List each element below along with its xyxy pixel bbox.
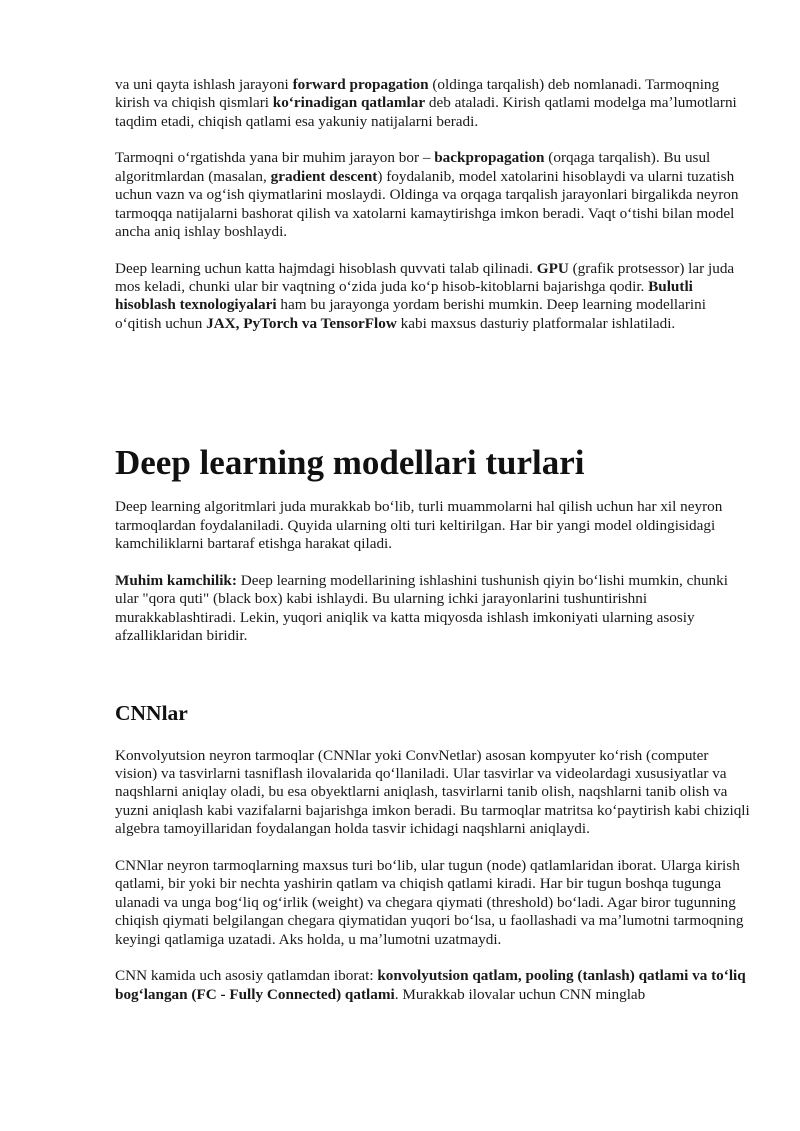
intro-paragraph-backpropagation [115,149,750,241]
spacer [115,726,750,747]
bold-term: Bulutli hisoblash texnologiyalari [115,278,693,314]
spacer [115,351,750,443]
text-run: deb ataladi. Kirish qatlami modelga maʼlumotlarni taqdim etadi, chiqish qatlami esa yakuniy natijalarni beradi. [115,94,737,130]
text-run: Konvolyutsion neyron tarmoqlar (CNNlar yoki ConvNetlar) asosan kompyuter koʻrish (computer vision) va tasvirlarni tasniflash ilovalarida qoʻllaniladi. Ular tasvirlar va videolardagi xususiyatlar va naqshlarni aniqlay oladi, bu esa obyektlarni aniqlash, tasvirlarni tanib olish, naqshlarni tanib olish va yuzni aniqlash kabi vazifalarni bajarishga imkon beradi. Bu tarmoqlar matritsa koʻpaytirish kabi chiziqli algebra tamoyillaridan foydalangan holda tasvir ichidagi naqshlarni aniqlaydi. [115,746,750,838]
text-run: (grafik protsessor) lar juda mos keladi, chunki ular bir vaqtning oʻzida juda koʻp hisob-kitoblarni bajarishga qodir. [115,259,735,296]
text-run: (oldinga tarqalish) deb nomlanadi. Tarmoqning kirish va chiqish qismlari [115,76,720,112]
bold-term: gradient descent [270,167,378,185]
cnn-paragraph-layers [115,967,750,1004]
text-run: CNN kamida uch asosiy qatlamdan iborat: [115,967,378,985]
text-run: Tarmoqni oʻrgatishda yana bir muhim jarayon bor – [115,149,435,167]
bold-term: Muhim kamchilik: [115,571,237,589]
text-run: ) foydalanib, model xatolarini hisoblaydi va ularni tuzatish uchun vazn va ogʻish qiymatlarini moslaydi. Oldinga va orqaga tarqalish jarayonlari birgalikda neyron tarmoqqa natijalarni bashorat qilish va xatolarni kamaytirishga imkon beradi. Vaqt oʻtishi bilan model ancha aniq ishlay boshlaydi. [115,167,739,241]
spacer [115,483,750,498]
section-paragraph-drawback [115,572,750,646]
subsection-heading-cnn: CNNlar [115,700,188,725]
section-paragraph-overview [115,498,750,553]
bold-term: GPU [536,259,569,277]
bold-term: backpropagation [434,149,545,167]
text-run: va uni qayta ishlash jarayoni [115,76,293,93]
bold-term: koʻrinadigan qatlamlar [272,94,426,112]
bold-term: forward propagation [292,76,429,93]
text-run: . Murakkab ilovalar uchun CNN minglab [394,985,646,1003]
text-run: kabi maxsus dasturiy platformalar ishlatiladi. [396,314,676,332]
spacer [115,664,750,700]
text-run: Deep learning algoritmlari juda murakkab boʻlib, turli muammolarni hal qilish uchun har xil neyron tarmoqlardan foydalaniladi. Quyida ularning olti turi keltirilgan. Har bir yangi model oldingisidagi kamchiliklarni bartaraf etishga harakat qiladi. [115,498,723,553]
text-run: (orqaga tarqalish). Bu usul algoritmlardan (masalan, [115,149,711,185]
intro-paragraph-forward-propagation [115,76,750,131]
text-run: Deep learning modellarining ishlashini tushunish qiyin boʻlishi mumkin, chunki ular "qora quti" (black box) kabi ishlaydi. Bu ularning ichki jarayonlarini tushuntirishni murakkablashtiradi. Lekin, yuqori aniqlik va katta miqyosda ishlash imkoniyati ularning asosiy afzalliklaridan biridir. [115,571,728,645]
intro-paragraph-gpu [115,260,750,334]
bold-term: JAX, PyTorch va TensorFlow [206,314,397,332]
text-run: CNNlar neyron tarmoqlarning maxsus turi boʻlib, ular tugun (node) qatlamlaridan iborat. Ularga kirish qatlami, bir yoki bir nechta yashirin qatlam va chiqish qatlami kiradi. Har bir tugun boshqa tugunga ulanadi va unga bogʻliq ogʻirlik (weight) va chegara qiymati (threshold) boʻladi. Agar biror tugunning chiqish qiymati belgilangan chegara qiymatidan yuqori boʻlsa, u faollashadi va maʼlumotni tarmoqning keyingi qatlamiga uzatadi. Aks holda, u maʼlumotni uzatmaydi. [115,856,744,948]
bold-term: konvolyutsion qatlam, pooling (tanlash) qatlami va toʻliq bogʻlangan (FC - Fully Connected) qatlami [115,967,746,1003]
section-heading: Deep learning modellari turlari [115,443,585,483]
cnn-paragraph-intro [115,747,750,839]
text-run: Deep learning uchun katta hajmdagi hisoblash quvvati talab qilinadi. [115,259,537,277]
cnn-paragraph-nodes [115,857,750,949]
text-run: ham bu jarayonga yordam berishi mumkin. Deep learning modellarini oʻqitish uchun [115,296,706,332]
